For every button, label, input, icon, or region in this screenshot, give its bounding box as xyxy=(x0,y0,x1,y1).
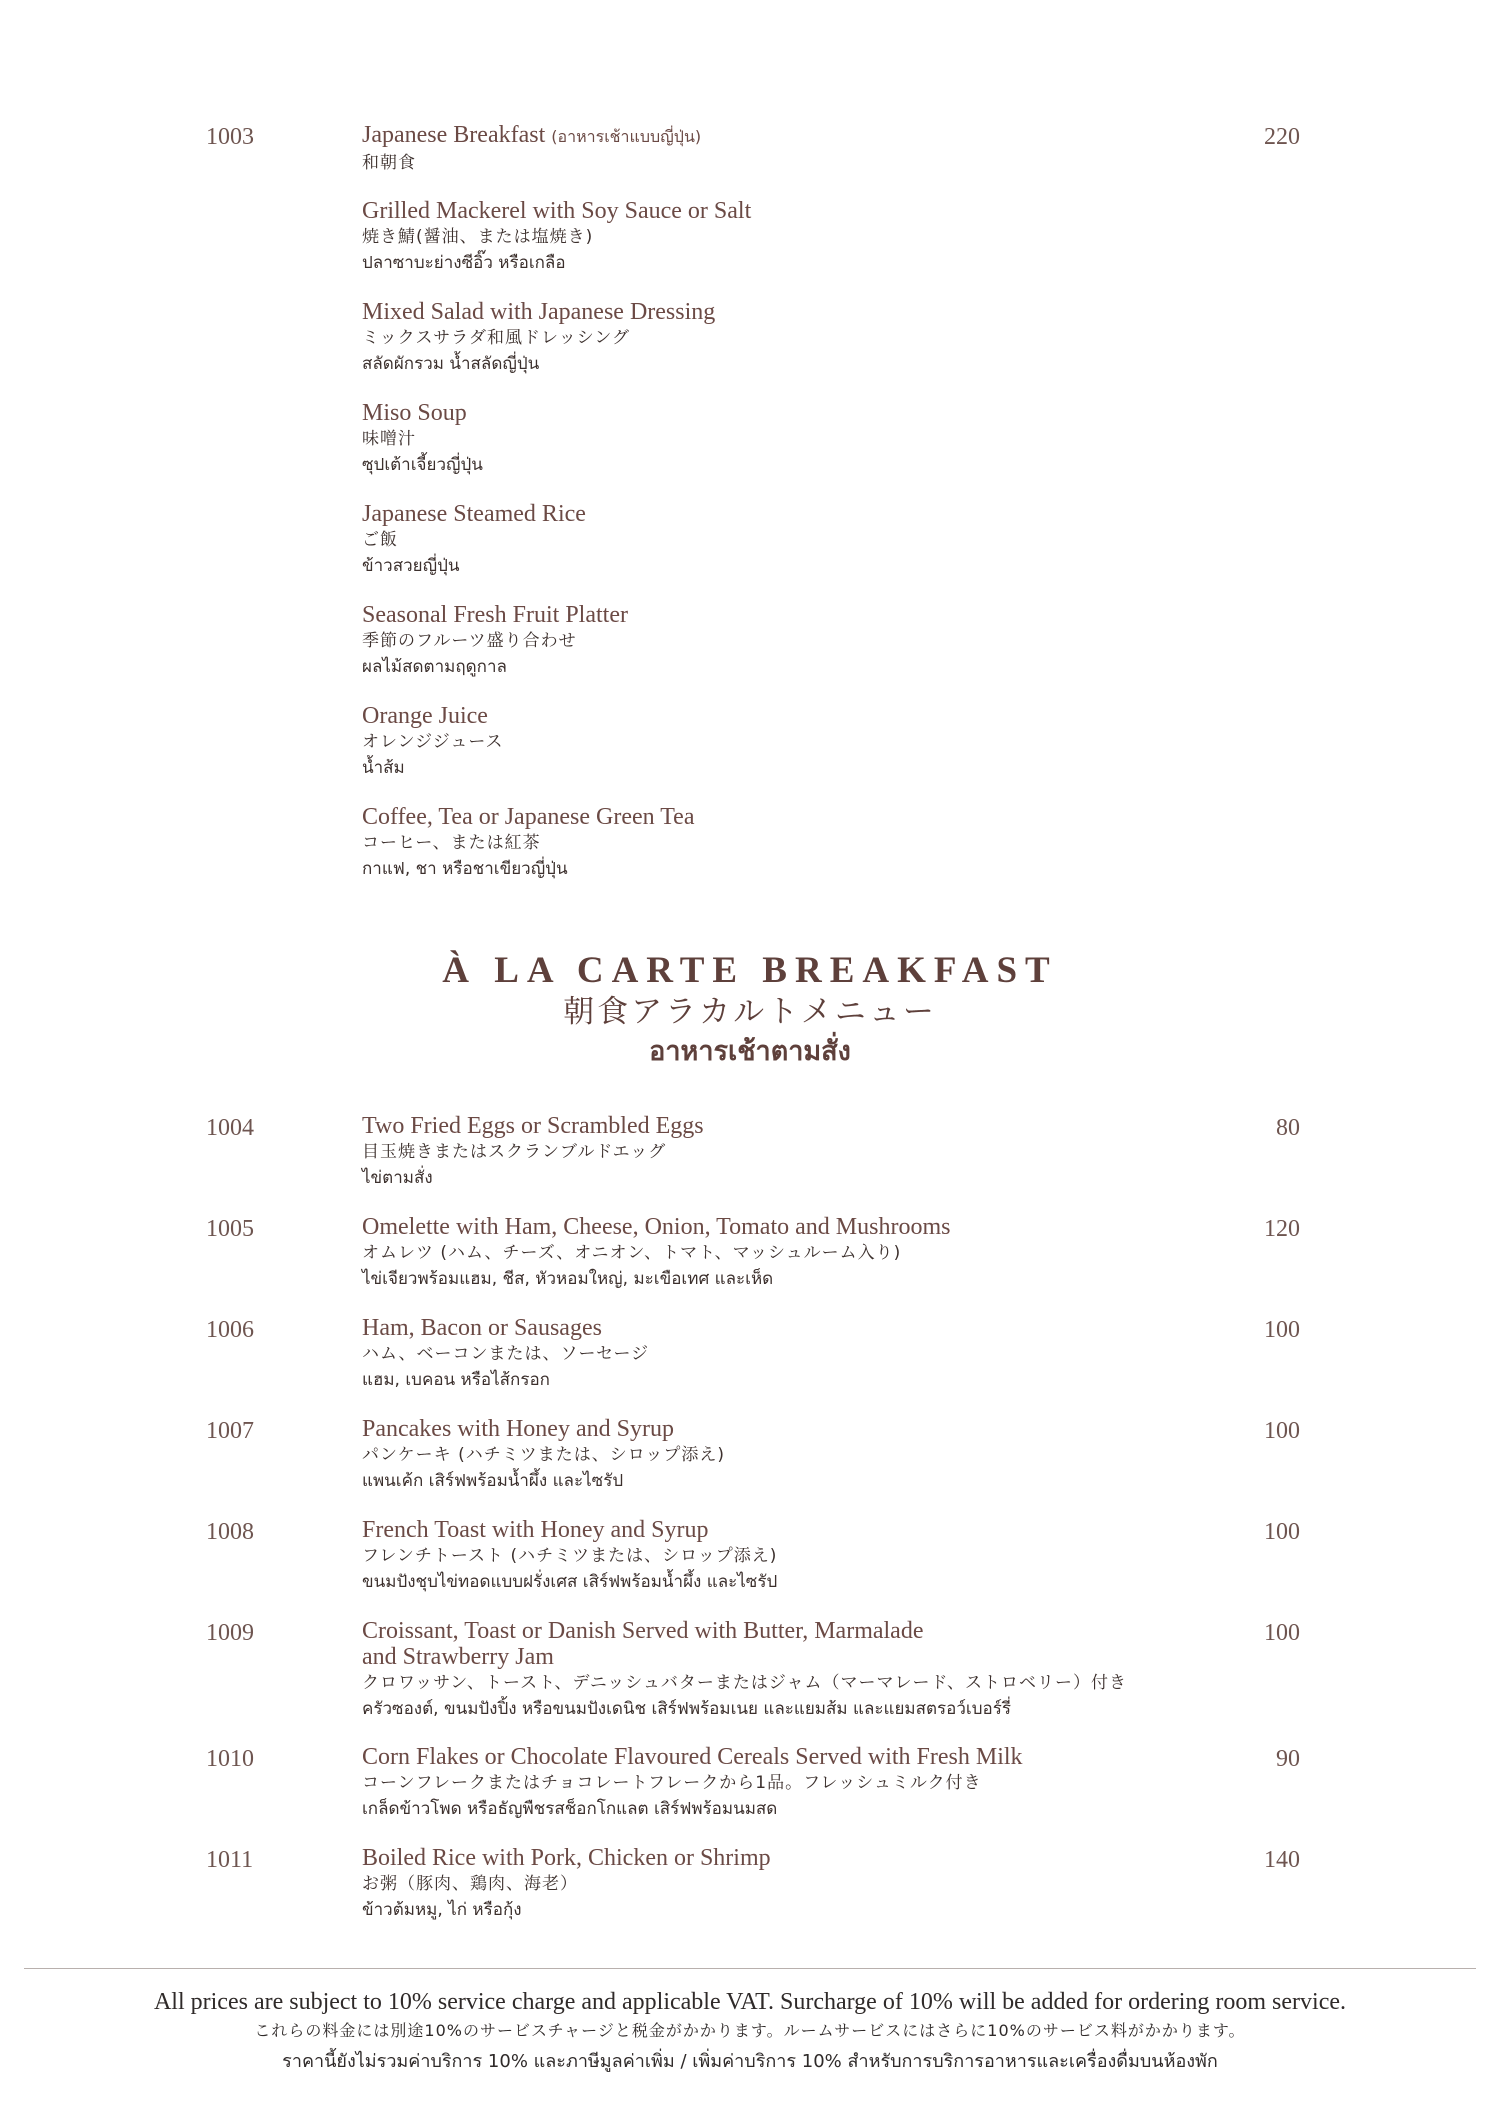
item-japanese: オムレツ (ハム、チーズ、オニオン、トマト、マッシュルーム入り) xyxy=(362,1243,902,1263)
item-thai: ข้าวต้มหมู, ไก่ หรือกุ้ง xyxy=(362,1900,522,1920)
item-code: 1008 xyxy=(206,1519,254,1545)
component-thai: กาแฟ, ชา หรือชาเขียวญี่ปุ่น xyxy=(362,859,568,879)
component-thai: น้ำส้ม xyxy=(362,758,405,778)
section-title-thai: อาหารเช้าตามสั่ง xyxy=(649,1036,851,1067)
item-price: 220 xyxy=(1264,124,1300,150)
component-thai: ข้าวสวยญี่ปุ่น xyxy=(362,556,460,576)
component-japanese: 焼き鯖(醤油、または塩焼き) xyxy=(362,227,594,247)
section-title-japanese: 朝食アラカルトメニュー xyxy=(563,994,937,1030)
item-name: French Toast with Honey and Syrup xyxy=(362,1517,709,1543)
component-japanese: 味噌汁 xyxy=(362,429,416,449)
item-price: 100 xyxy=(1264,1317,1300,1343)
item-price: 80 xyxy=(1276,1115,1300,1141)
component-name: Japanese Steamed Rice xyxy=(362,501,586,527)
item-japanese: ハム、ベーコンまたは、ソーセージ xyxy=(362,1344,650,1364)
item-thai: แฮม, เบคอน หรือไส้กรอก xyxy=(362,1370,550,1390)
footer-japanese: これらの料金には別途10%のサービスチャージと税金がかかります。ルームサービスにはさらに10%のサービス料がかかります。 xyxy=(254,2021,1246,2040)
item-name xyxy=(362,122,1182,150)
component-japanese: オレンジジュース xyxy=(362,732,504,752)
item-name-thai: (อาหารเช้าแบบญี่ปุ่น) xyxy=(551,127,702,146)
section-heading xyxy=(0,950,1500,1072)
item-code: 1011 xyxy=(206,1847,254,1873)
component-japanese: 季節のフルーツ盛り合わせ xyxy=(362,631,577,651)
component-name: Orange Juice xyxy=(362,703,488,729)
footer-divider xyxy=(24,1968,1476,1969)
item-code: 1007 xyxy=(206,1418,254,1444)
item-code: 1004 xyxy=(206,1115,254,1141)
item-code: 1003 xyxy=(206,124,254,150)
component-name: Seasonal Fresh Fruit Platter xyxy=(362,602,628,628)
component-name: Mixed Salad with Japanese Dressing xyxy=(362,299,716,325)
component-thai: ผลไม้สดตามฤดูกาล xyxy=(362,657,507,677)
component-name: Coffee, Tea or Japanese Green Tea xyxy=(362,804,695,830)
footer-note xyxy=(0,1987,1500,2079)
component-thai: สลัดผักรวม น้ำสลัดญี่ปุ่น xyxy=(362,354,540,374)
component-thai: ซุปเต้าเจี้ยวญี่ปุ่น xyxy=(362,455,483,475)
item-code: 1006 xyxy=(206,1317,254,1343)
component-thai: ปลาซาบะย่างซีอิ๊ว หรือเกลือ xyxy=(362,253,566,273)
item-name: Pancakes with Honey and Syrup xyxy=(362,1416,674,1442)
item-japanese: お粥（豚肉、鶏肉、海老） xyxy=(362,1874,578,1894)
item-japanese: フレンチトースト (ハチミツまたは、シロップ添え) xyxy=(362,1546,778,1566)
component-japanese: ミックスサラダ和風ドレッシング xyxy=(362,328,631,348)
item-code: 1009 xyxy=(206,1620,254,1646)
item-name: Boiled Rice with Pork, Chicken or Shrimp xyxy=(362,1845,771,1871)
item-thai: ขนมปังชุบไข่ทอดแบบฝรั่งเศส เสิร์ฟพร้อมน้ำผึ้ง และไซรัป xyxy=(362,1572,778,1592)
item-code: 1010 xyxy=(206,1746,254,1772)
item-price: 140 xyxy=(1264,1847,1300,1873)
footer-english: All prices are subject to 10% service charge and applicable VAT. Surcharge of 10% will be added for ordering room service. xyxy=(153,1989,1347,2015)
component-name: Miso Soup xyxy=(362,400,467,426)
footer-thai: ราคานี้ยังไม่รวมค่าบริการ 10% และภาษีมูลค่าเพิ่ม / เพิ่มค่าบริการ 10% สำหรับการบริการอาหารและเครื่องดื่มบนห้องพัก xyxy=(282,2051,1218,2072)
item-price: 120 xyxy=(1264,1216,1300,1242)
item-name-japanese: 和朝食 xyxy=(362,153,416,173)
item-name-english: Japanese Breakfast xyxy=(362,122,546,148)
item-name: Omelette with Ham, Cheese, Onion, Tomato and Mushrooms xyxy=(362,1214,951,1240)
item-thai: ครัวซองต์, ขนมปังปิ้ง หรือขนมปังเดนิช เสิร์ฟพร้อมเนย และแยมส้ม และแยมสตรอว์เบอร์รี่ xyxy=(362,1699,1012,1719)
item-price: 90 xyxy=(1276,1746,1300,1772)
item-price: 100 xyxy=(1264,1620,1300,1646)
component-japanese: ご飯 xyxy=(362,530,398,550)
item-price: 100 xyxy=(1264,1519,1300,1545)
item-name: Ham, Bacon or Sausages xyxy=(362,1315,602,1341)
item-name: Corn Flakes or Chocolate Flavoured Cereals Served with Fresh Milk xyxy=(362,1744,1023,1770)
item-japanese: 目玉焼きまたはスクランブルドエッグ xyxy=(362,1142,667,1162)
item-japanese: コーンフレークまたはチョコレートフレークから1品。フレッシュミルク付き xyxy=(362,1773,982,1793)
item-japanese: クロワッサン、トースト、デニッシュバターまたはジャム（マーマレード、ストロベリー）付き xyxy=(362,1673,1127,1693)
item-thai: เกล็ดข้าวโพด หรือธัญพืชรสช็อกโกแลต เสิร์ฟพร้อมนมสด xyxy=(362,1799,778,1819)
item-name-continued: and Strawberry Jam xyxy=(362,1644,554,1670)
item-code: 1005 xyxy=(206,1216,254,1242)
item-price: 100 xyxy=(1264,1418,1300,1444)
component-name: Grilled Mackerel with Soy Sauce or Salt xyxy=(362,198,752,224)
item-name: Croissant, Toast or Danish Served with Butter, Marmalade xyxy=(362,1618,924,1644)
item-thai: แพนเค้ก เสิร์ฟพร้อมน้ำผึ้ง และไซรัป xyxy=(362,1471,624,1491)
item-thai: ไข่ตามสั่ง xyxy=(362,1168,433,1188)
item-name: Two Fried Eggs or Scrambled Eggs xyxy=(362,1113,704,1139)
component-japanese: コーヒー、または紅茶 xyxy=(362,833,541,853)
item-description xyxy=(362,122,1182,176)
item-thai: ไข่เจียวพร้อมแฮม, ชีส, หัวหอมใหญ่, มะเขือเทศ และเห็ด xyxy=(362,1269,774,1289)
section-title: À LA CARTE BREAKFAST xyxy=(442,950,1058,991)
item-japanese: パンケーキ (ハチミツまたは、シロップ添え) xyxy=(362,1445,725,1465)
